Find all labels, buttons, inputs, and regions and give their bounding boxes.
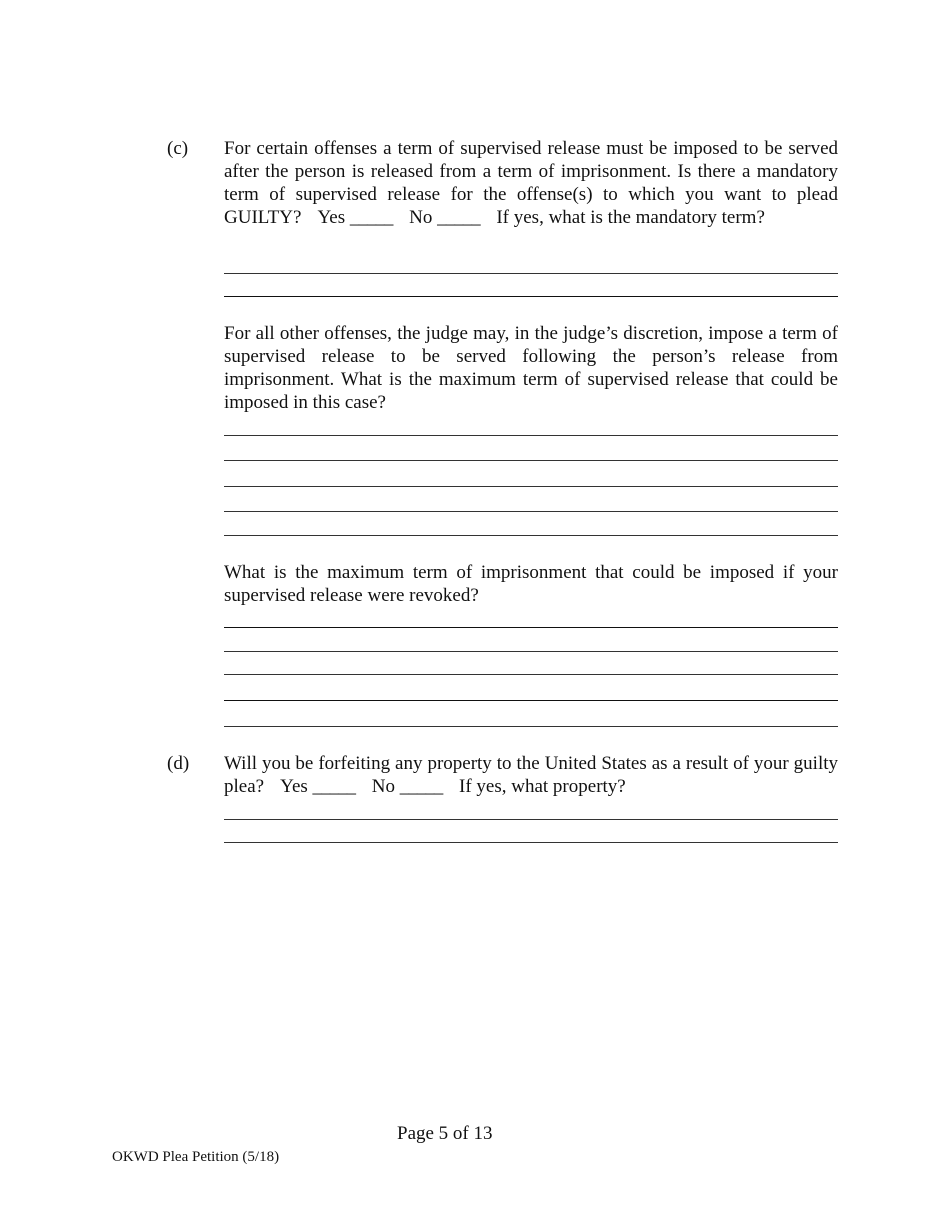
no-label: No: [409, 207, 433, 228]
answer-line[interactable]: [224, 700, 838, 701]
page-number: Page 5 of 13: [397, 1123, 493, 1144]
answer-line[interactable]: [224, 296, 838, 297]
yes-label: Yes: [317, 207, 346, 228]
section-d-question: [224, 752, 838, 798]
yes-blank[interactable]: _____: [349, 207, 393, 228]
answer-line[interactable]: [224, 535, 838, 536]
answer-line[interactable]: [224, 435, 838, 436]
forfeit-question-text: Will you be forfeiting any property to the United States as a result of your guilty plea?: [224, 753, 838, 797]
no-blank[interactable]: _____: [399, 776, 443, 797]
mandatory-followup-text: If yes, what is the mandatory term?: [496, 207, 765, 228]
answer-line[interactable]: [224, 651, 838, 652]
answer-line[interactable]: [224, 486, 838, 487]
section-c-question-discretionary: For all other offenses, the judge may, in the judge’s discretion, impose a term of supervised release to be served following the person’s release from imprisonment. What is the maximum term of supervised release that could be imposed in this case?: [224, 323, 838, 413]
answer-line[interactable]: [224, 819, 838, 820]
answer-line[interactable]: [224, 460, 838, 461]
answer-line[interactable]: [224, 511, 838, 512]
no-blank[interactable]: _____: [437, 207, 480, 228]
section-d-label: (d): [167, 753, 190, 774]
answer-line[interactable]: [224, 726, 838, 727]
answer-line[interactable]: [224, 273, 838, 274]
yes-label: Yes: [280, 776, 308, 797]
section-c-question-mandatory: [224, 137, 838, 229]
answer-line[interactable]: [224, 627, 838, 628]
no-label: No: [371, 776, 396, 797]
mandatory-question-text: For certain offenses a term of supervised release must be imposed to be served after the person is released from a term of imprisonment. Is there a mandatory term of supervised release for the offense(s) to which you want to plead GUILTY?: [224, 138, 838, 228]
section-c-label: (c): [167, 138, 189, 159]
yes-blank[interactable]: _____: [312, 776, 356, 797]
answer-line[interactable]: [224, 842, 838, 843]
forfeit-followup-text: If yes, what property?: [459, 776, 626, 797]
answer-line[interactable]: [224, 674, 838, 675]
section-c-question-revoked: What is the maximum term of imprisonment that could be imposed if your supervised release were revoked?: [224, 562, 838, 606]
form-identifier: OKWD Plea Petition (5/18): [112, 1149, 280, 1165]
